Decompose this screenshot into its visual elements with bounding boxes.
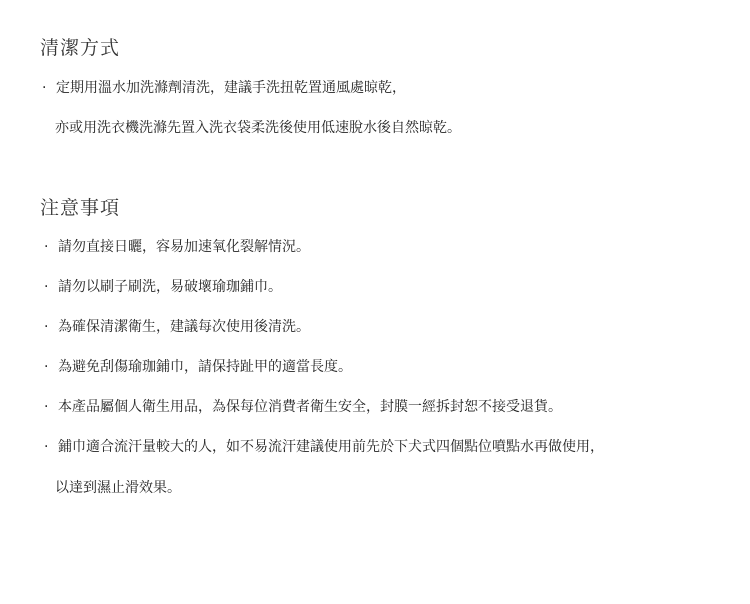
- note-text: 請勿以刷子刷洗，易破壞瑜珈鋪巾。: [58, 279, 282, 295]
- bullet-dot: ·: [44, 239, 49, 255]
- bullet-dot: ·: [44, 279, 49, 295]
- note-item: [44, 398, 562, 416]
- note-text: 本產品屬個人衛生用品，為保每位消費者衛生安全，封膜一經拆封恕不接受退貨。: [58, 399, 562, 415]
- note-item: [44, 438, 604, 456]
- note-text: 鋪巾適合流汗量較大的人，如不易流汗建議使用前先於下犬式四個點位噴點水再做使用，: [58, 439, 604, 455]
- note-text: 為確保清潔衛生，建議每次使用後清洗。: [58, 319, 310, 335]
- note-item: [44, 278, 282, 296]
- cleaning-line-1: [42, 79, 406, 97]
- note-text: 為避免刮傷瑜珈鋪巾，請保持趾甲的適當長度。: [58, 359, 352, 375]
- note-item: [44, 238, 310, 256]
- bullet-dot: ·: [44, 439, 49, 455]
- note-text: 請勿直接日曬，容易加速氧化裂解情況。: [58, 239, 310, 255]
- note-item: [44, 358, 352, 376]
- bullet-dot: ·: [44, 319, 49, 335]
- bullet-dot: ·: [44, 359, 49, 375]
- note-item: [44, 318, 310, 336]
- cleaning-line-2: 亦或用洗衣機洗滌先置入洗衣袋柔洗後使用低速脫水後自然晾乾。: [55, 120, 461, 136]
- note-continuation: 以達到濕止滑效果。: [55, 480, 181, 496]
- cleaning-text-1: 定期用溫水加洗滌劑清洗，建議手洗扭乾置通風處晾乾，: [56, 80, 406, 96]
- bullet-dot: ·: [44, 399, 49, 415]
- cleaning-heading: 清潔方式: [40, 37, 121, 59]
- notes-heading: 注意事項: [40, 197, 121, 219]
- bullet-dot: ·: [42, 80, 47, 96]
